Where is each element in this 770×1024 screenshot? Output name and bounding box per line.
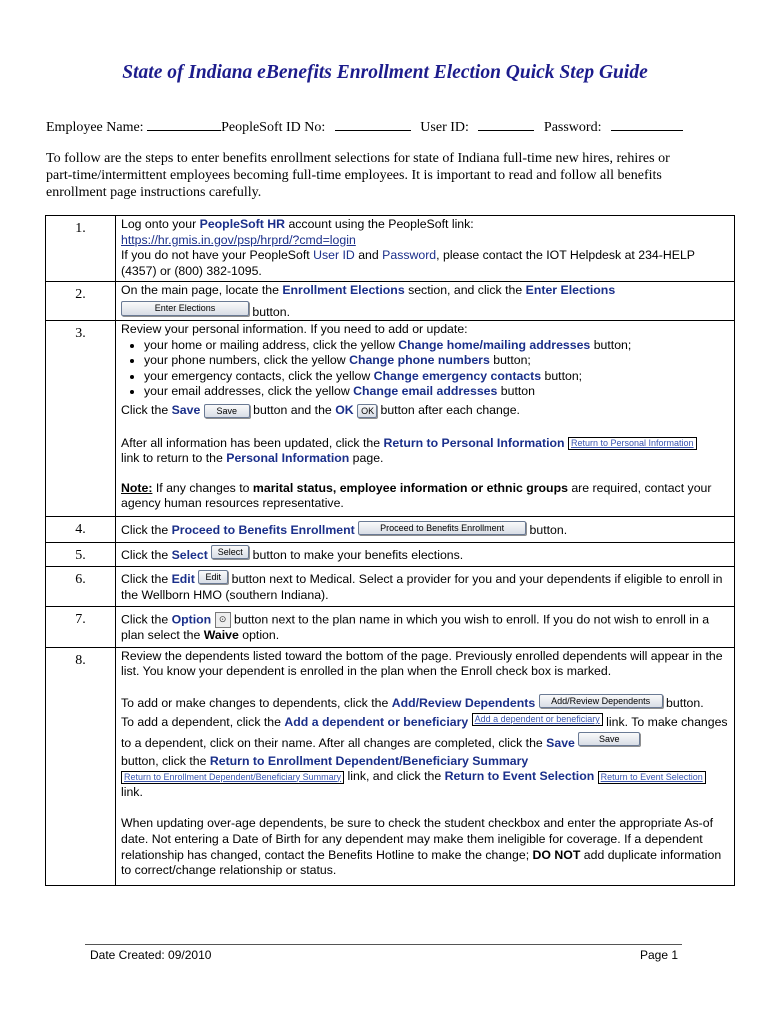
- proceed-to-benefits-enrollment-keyword: Proceed to Benefits Enrollment: [171, 522, 355, 537]
- step-text: button.: [662, 696, 704, 711]
- step-row-8: [46, 647, 735, 885]
- step-row-1: [46, 216, 735, 282]
- step-text: are required, contact your agency human resources representative.: [121, 480, 712, 511]
- step-text: Click the: [121, 522, 172, 537]
- return-to-personal-information-keyword: Return to Personal Information: [383, 435, 565, 450]
- step-text: To add or make changes to dependents, click the: [121, 696, 392, 711]
- step-text: link, and click the: [344, 769, 445, 784]
- step-text: add duplicate information to correct/change relationship or status.: [121, 847, 722, 878]
- step-text: button.: [252, 304, 291, 319]
- step-text: page.: [349, 451, 384, 466]
- password-blank: [611, 118, 683, 131]
- step-number: 1.: [46, 216, 116, 282]
- step-number: 6.: [46, 567, 116, 607]
- step-row-7: [46, 607, 735, 648]
- personal-information-keyword: Personal Information: [226, 451, 350, 466]
- step-text: button to make your benefits elections.: [252, 547, 464, 562]
- marital-status-keyword: marital status, employee information or ethnic groups: [252, 480, 568, 495]
- note-paragraph: [121, 481, 729, 512]
- peoplesoft-login-link[interactable]: https://hr.gmis.in.gov/psp/hrprd/?cmd=login: [121, 232, 356, 247]
- step-text: button, click the: [121, 753, 210, 768]
- step-content: [116, 320, 735, 516]
- step-text: and: [354, 248, 383, 263]
- add-review-dependents-button[interactable]: Add/Review Dependents: [539, 694, 663, 708]
- waive-keyword: Waive: [203, 628, 239, 643]
- return-to-event-selection-keyword: Return to Event Selection: [444, 769, 595, 784]
- step-text: account using the PeopleSoft link:: [285, 217, 474, 231]
- step-number: 2.: [46, 282, 116, 321]
- change-home-addresses-keyword: Change home/mailing addresses: [398, 337, 591, 352]
- document-title: State of Indiana eBenefits Enrollment Election Quick Step Guide: [122, 62, 648, 83]
- add-review-dependents-keyword: Add/Review Dependents: [391, 696, 536, 711]
- steps-table: [45, 215, 735, 886]
- step-row-2: [46, 282, 735, 321]
- peoplesoft-id-label: PeopleSoft ID No:: [221, 120, 326, 135]
- update-bullet-list: [121, 338, 729, 400]
- add-dependent-or-beneficiary-link[interactable]: Add a dependent or beneficiary: [472, 713, 603, 726]
- step-content: [116, 216, 735, 282]
- add-review-line: [121, 696, 729, 712]
- step-content: [116, 647, 735, 885]
- step-text: option.: [238, 628, 280, 643]
- footer-divider: [85, 944, 682, 945]
- step-text: Log onto your: [121, 217, 200, 231]
- bullet-item: • your emergency contacts, click the yellow Change emergency contacts button;: [144, 369, 729, 385]
- step-content: [116, 567, 735, 607]
- ok-button[interactable]: OK: [357, 404, 377, 418]
- enrollment-elections-keyword: Enrollment Elections: [282, 283, 405, 298]
- save-button[interactable]: Save: [204, 404, 250, 418]
- change-emergency-contacts-keyword: Change emergency contacts: [373, 368, 542, 383]
- step-number: 4.: [46, 516, 116, 542]
- change-email-addresses-keyword: Change email addresses: [353, 384, 498, 399]
- step-text: On the main page, locate the: [121, 283, 283, 298]
- user-id-keyword: User ID: [313, 248, 355, 263]
- select-keyword: Select: [171, 547, 208, 562]
- employee-name-label: Employee Name:: [46, 120, 144, 135]
- enter-elections-button[interactable]: Enter Elections: [121, 301, 249, 316]
- peoplesoft-hr-keyword: PeopleSoft HR: [199, 217, 286, 231]
- bullet-item: • your home or mailing address, click the yellow Change home/mailing addresses button;: [144, 338, 729, 354]
- select-button[interactable]: Select: [211, 545, 249, 559]
- employee-info-fields: [46, 118, 683, 136]
- intro-paragraph: To follow are the steps to enter benefits enrollment selections for state of Indiana full-time new hires, rehires or part-time/intermittent employees becoming full-time employees. It is important to read and follow all benefits enrollment page instructions carefully.: [46, 151, 670, 200]
- employee-name-blank: [147, 118, 221, 131]
- user-id-blank: [478, 118, 534, 131]
- return-personal-line: [121, 436, 729, 467]
- option-radio-icon[interactable]: ⊙: [215, 612, 231, 628]
- step-content: [116, 607, 735, 648]
- step-text: Click the: [121, 547, 172, 562]
- step-row-5: [46, 542, 735, 567]
- step-number: 8.: [46, 647, 116, 885]
- option-keyword: Option: [171, 612, 212, 627]
- step-row-4: [46, 516, 735, 542]
- step-text: , please contact the IOT Helpdesk at 234-HELP (4357) or (800) 382-1095.: [121, 248, 695, 278]
- step-text: To add a dependent, click the: [121, 714, 285, 729]
- step-row-6: [46, 567, 735, 607]
- step-number: 7.: [46, 607, 116, 648]
- user-id-label: User ID:: [420, 120, 469, 135]
- save-button[interactable]: Save: [578, 732, 640, 746]
- return-to-summary-keyword: Return to Enrollment Dependent/Beneficiary Summary: [209, 753, 529, 768]
- step-text: link to return to the: [121, 451, 227, 466]
- step-text: Click the: [121, 572, 172, 587]
- enter-elections-keyword: Enter Elections: [525, 283, 616, 298]
- save-ok-line: [121, 403, 729, 419]
- step-text: If any changes to: [152, 480, 253, 495]
- step-text: If you do not have your PeopleSoft: [121, 248, 314, 263]
- save-keyword: Save: [546, 735, 575, 750]
- note-label: Note:: [121, 480, 153, 495]
- step-text: button after each change.: [377, 402, 520, 417]
- step-text: button next to the plan name in which you wish to enroll. If you do not wish to enroll in a plan select the: [121, 612, 710, 643]
- step-text: link.: [121, 784, 143, 799]
- step-text: Click the: [121, 612, 172, 627]
- ok-keyword: OK: [335, 402, 354, 417]
- step-text: Click the: [121, 402, 172, 417]
- step-content: [116, 282, 735, 321]
- change-phone-numbers-keyword: Change phone numbers: [349, 353, 490, 368]
- password-keyword: Password: [382, 248, 437, 263]
- over-age-paragraph: [121, 816, 729, 878]
- bullet-item: • your email addresses, click the yellow Change email addresses button: [144, 384, 729, 400]
- step-text: button.: [526, 522, 568, 537]
- footer-page-number: Page 1: [640, 948, 679, 962]
- step-number: 5.: [46, 542, 116, 567]
- step-number: 3.: [46, 320, 116, 516]
- peoplesoft-id-blank: [335, 118, 411, 131]
- proceed-to-benefits-enrollment-button[interactable]: Proceed to Benefits Enrollment: [358, 521, 526, 535]
- return-to-personal-information-link[interactable]: Return to Personal Information: [568, 437, 697, 450]
- save-keyword: Save: [171, 402, 201, 417]
- step-text: After all information has been updated, click the: [121, 435, 384, 450]
- step-text: section, and click the: [404, 283, 526, 298]
- add-dependent-keyword: Add a dependent or beneficiary: [284, 714, 469, 729]
- return-to-enrollment-summary-link[interactable]: Return to Enrollment Dependent/Beneficiary Summary: [121, 771, 344, 784]
- step-text: When updating over-age dependents, be sure to check the student checkbox and enter the appropriate As-of date. Not entering a Date of Birth for any dependent may make them ineligible for coverage. If a dependent relationship has changed, contact the Benefits Hotline to make the change;: [121, 816, 714, 862]
- bullet-item: • your phone numbers, click the yellow Change phone numbers button;: [144, 353, 729, 369]
- do-not-keyword: DO NOT: [532, 847, 581, 862]
- step-text: link. To make changes to a dependent, click on their name. After all changes are completed, click the: [121, 714, 728, 750]
- edit-keyword: Edit: [171, 572, 195, 587]
- footer-date: Date Created: 09/2010: [90, 948, 212, 962]
- step-content: [116, 516, 735, 542]
- add-dependent-paragraph: [121, 712, 729, 801]
- step-text: Review your personal information. If you need to add or update:: [121, 321, 468, 336]
- password-label: Password:: [543, 120, 602, 135]
- step-text: Review the dependents listed toward the bottom of the page. Previously enrolled dependents will appear in the list. You know your dependent is enrolled in the plan when the Enroll check box is marked.: [121, 648, 723, 679]
- step-row-3: [46, 320, 735, 516]
- step-text: button next to Medical. Select a provider for you and your dependents if eligible to enroll in the Wellborn HMO (southern Indiana).: [121, 572, 723, 602]
- edit-button[interactable]: Edit: [198, 570, 228, 584]
- step-content: [116, 542, 735, 567]
- return-to-event-selection-link[interactable]: Return to Event Selection: [598, 771, 706, 784]
- step-text: button and the: [249, 402, 336, 417]
